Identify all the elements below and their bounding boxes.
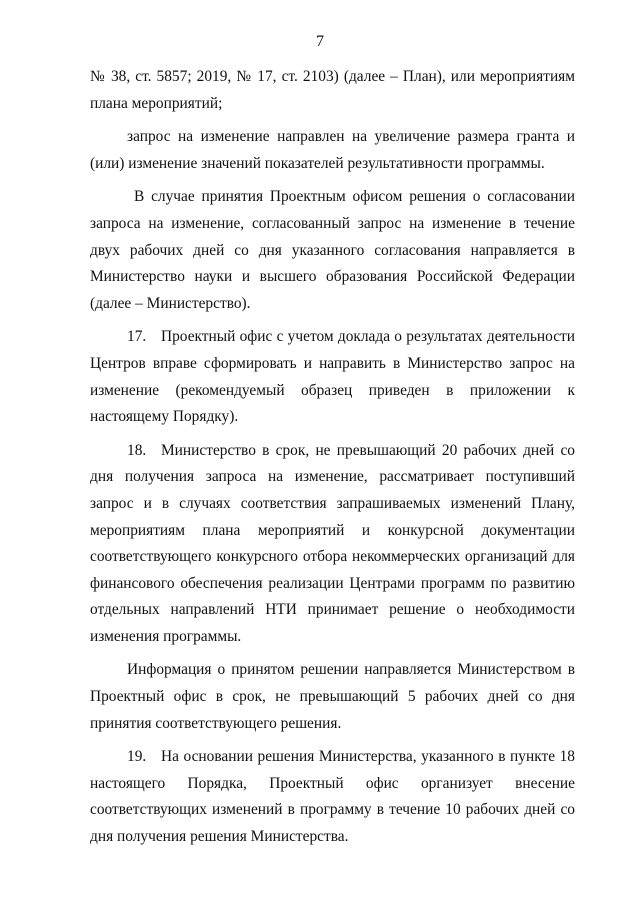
paragraph-item-19 <box>90 744 575 850</box>
paragraph-approval: В случае принятия Проектным офисом решения о согласовании запроса на изменение, согласованный запрос на изменение в течение двух рабочих дней со дня указанного согласования направляется в Министерство науки и высшего образования Российской Федерации (далее – Министерство). <box>90 188 575 312</box>
paragraph-continuation: № 38, ст. 5857; 2019, № 17, ст. 2103) (далее – План), или мероприятиям плана мероприятий; <box>90 68 575 112</box>
item-17-text: Проектный офис с учетом доклада о результатах деятельности Центров вправе сформировать и направить в Министерство запрос на изменение (рекомендуемый образец приведен в приложении к настоящему Порядку). <box>90 328 575 426</box>
item-number-19: 19. <box>127 748 147 766</box>
paragraph-grant-change: запрос на изменение направлен на увеличение размера гранта и (или) изменение значений показателей результативности программы. <box>90 128 575 172</box>
item-19-text: На основании решения Министерства, указанного в пункте 18 настоящего Порядка, Проектный офис организует внесение соответствующих изменений в программу в течение 10 рабочих дней со дня получения решения Министерства. <box>90 748 575 846</box>
page-number: 7 <box>316 33 324 50</box>
paragraph-item-17 <box>90 324 575 430</box>
item-18-text: Министерство в срок, не превышающий 20 рабочих дней со дня получения запроса на изменение, рассматривает поступивший запрос и в случаях соответствия запрашиваемых изменений Плану, мероприятиям плана мероприятий и конкурсной документации соответствующего конкурсного отбора некоммерческих организаций для финансового обеспечения реализации Центрами программ по развитию отдельных направлений НТИ принимает решение о необходимости изменения программы. <box>90 441 575 645</box>
item-number-18: 18. <box>127 441 147 459</box>
paragraph-decision-info: Информация о принятом решении направляется Министерством в Проектный офис в срок, не превышающий 5 рабочих дней со дня принятия соответствующего решения. <box>90 661 575 732</box>
paragraph-item-18 <box>90 438 575 651</box>
item-number-17: 17. <box>127 328 147 346</box>
document-body <box>90 64 575 858</box>
